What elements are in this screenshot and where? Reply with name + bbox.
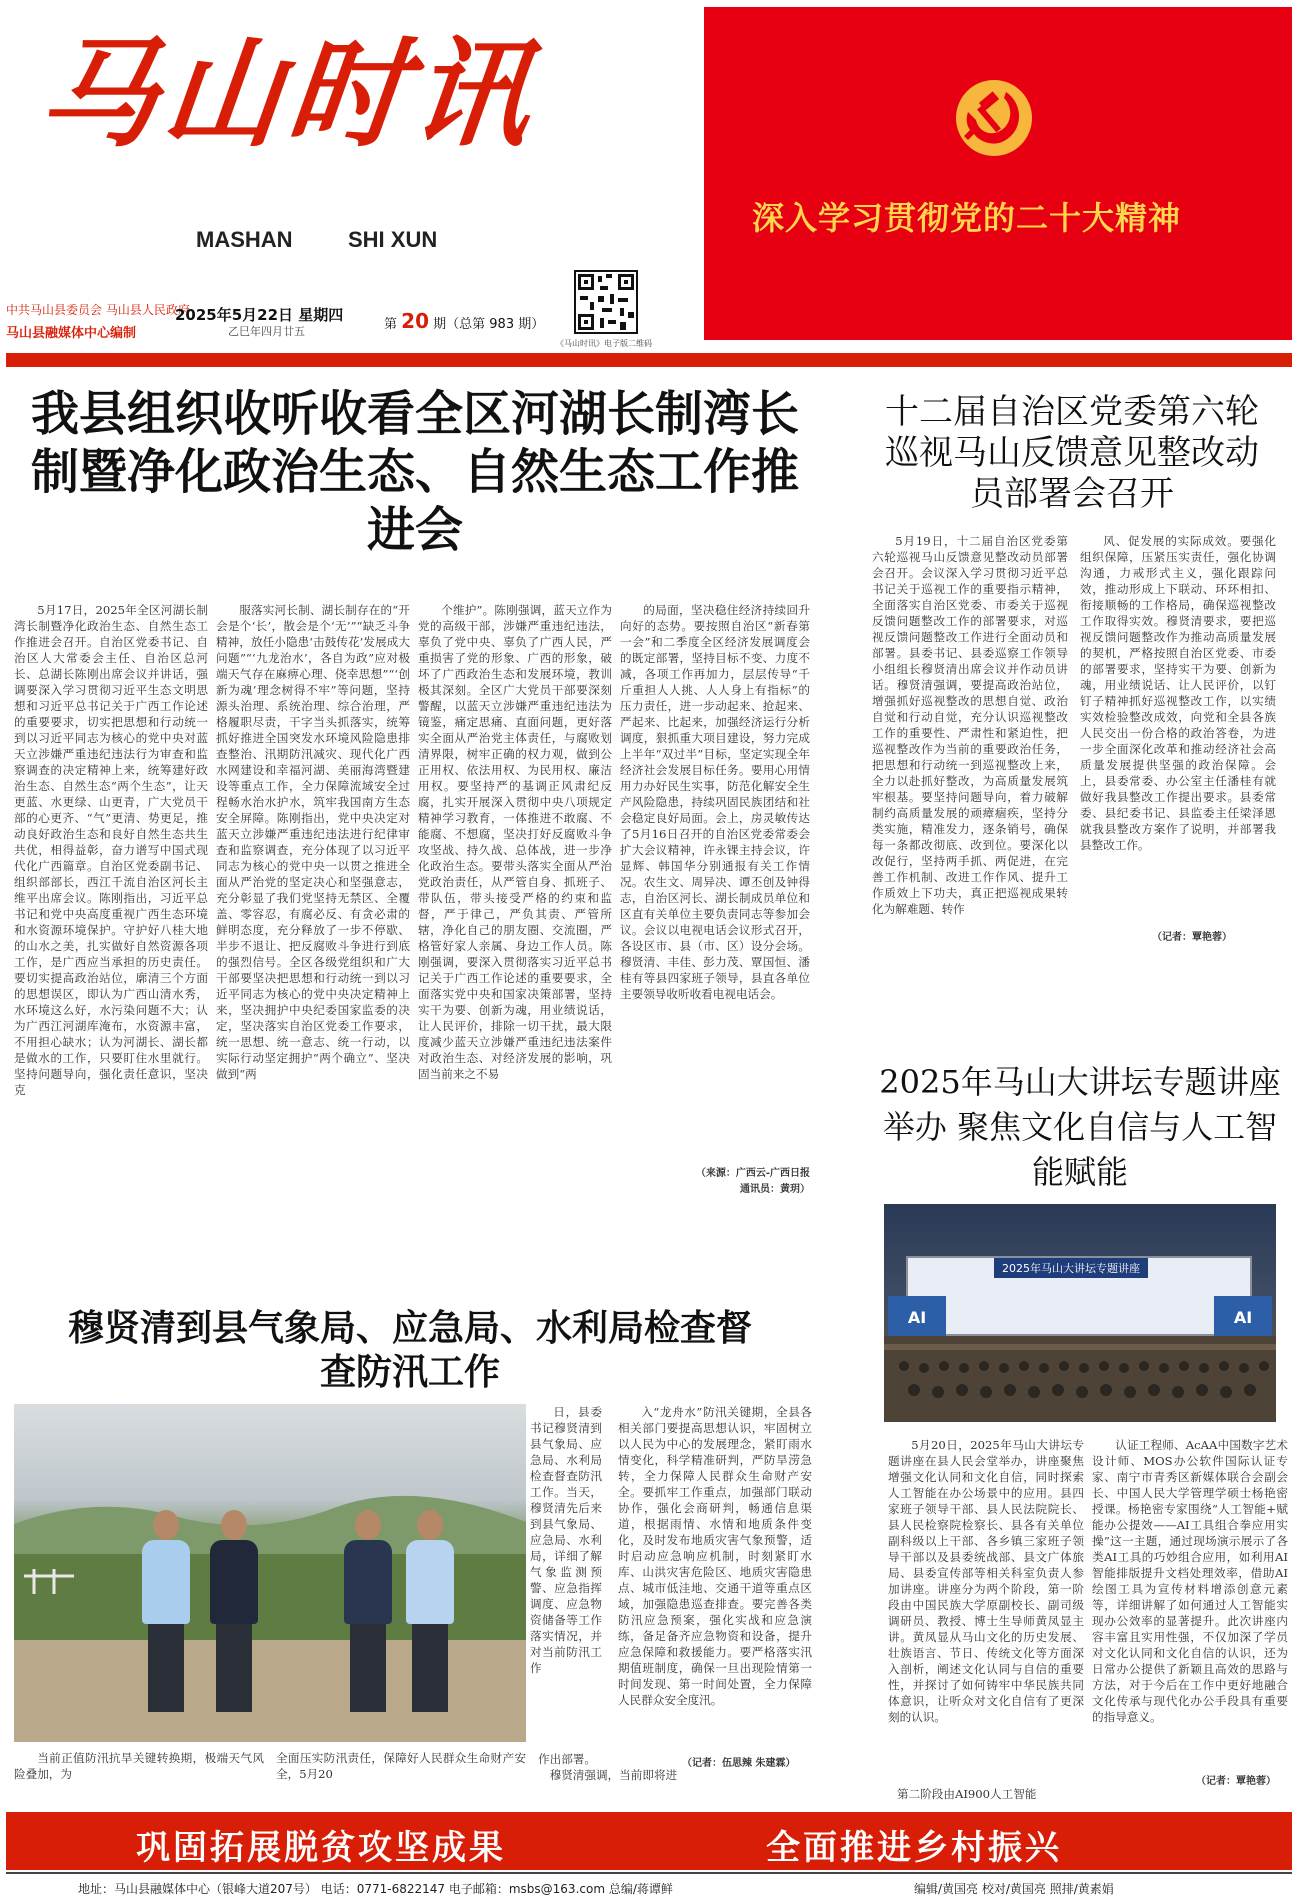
lead-article-paragraph: 的局面，坚决稳住经济持续回升向好的态势。要按照自治区“新春第一会”和二季度全区经济发展调度会的既定部署，坚持目标不变、力度不减，各项工作再加力，层层传导“千斤重担人人挑、人人身上有指标”的压力责任，进一步动起来、抢起来、严起来、比起来，加强经济运行分析调度，狠抓重大项目建设，努力完成上半年“双过半”目标，坚定实现全年经济社会发展目标任务。要用心用情用力办好民生实事，防范化解安全生产风险隐患，持续巩固民族团结和社会稳定良好局面。会上，房灵敏传达了5月16日召开的自治区党委常委会扩大会议精神，许永锞主持会议，许显辉、韩国华分别通报有关工作情况。农生文、周异决、谭丕创及钟得志，自治区河长、湖长制成员单位和区直有关单位主要负责同志等参加会议。会议以电视电话会议形式召开，各设区市、县（市、区）设分会场。穆贤清、丰佳、彭力茂、覃国恒、潘桂有等县四家班子领导，县直各单位主要领导收听收看电视电话会。 bbox=[620, 603, 810, 1001]
masthead-pinyin-mashan: MASHAN bbox=[196, 227, 293, 252]
person-official bbox=[142, 1510, 190, 1712]
person-official bbox=[406, 1510, 454, 1712]
lead-article-paragraph: 个维护”。陈刚强调，蓝天立作为党的高级干部，涉嫌严重违纪违法，辜负了党中央、辜负了广西人民，严重损害了党的形象、广西的形象，破坏了广西政治生态和发展环境，教训极其深刻。全区广大党员干部要深刻警醒，以蓝天立涉嫌严重违纪违法为镜鉴，痛定思痛、直面问题，更好落实全面从严治党主体责任，与腐败划清界限，树牢正确的权力观，做到公正用权、依法用权、为民用权、廉洁用权。要坚持严的基调正风肃纪反腐，扎实开展深入贯彻中央八项规定精神学习教育，一体推进不敢腐、不能腐、不想腐，坚决打好反腐败斗争攻坚战、持久战、总体战，进一步净化政治生态。要带头落实全面从严治党政治责任，从严管自身、抓班子、带队伍，带头接受严格的约束和监督，严于律己，严负其责、严管所辖，净化自己的朋友圈、交流圈，严格管好家人亲属、身边工作人员。陈刚强调，要深入贯彻落实习近平总书记关于广西工作论述的重要要求，全面落实党中央和国家决策部署，坚持实干为要、创新为魂，用业绩说话，让人民评价，排除一切干扰，最大限度减少蓝天立涉嫌严重违纪违法案件对政治生态、对经济发展的影响，巩固当前来之不易 bbox=[418, 603, 612, 1081]
lecture-article-byline: （记者：覃艳蓉） bbox=[1196, 1776, 1276, 1787]
lecture-article-paragraph: 5月20日，2025年马山大讲坛专题讲座在县人民会堂举办，讲座聚焦增强文化认同和文化自信，同时探索人工智能在办公场景中的应用。县四家班子领导干部、县人民法院院长、县人民检察院检察长、县各有关单位副科级以上干部、各乡镇三家班子领导干部以及县委统战部、县文广体旅局、县委宣传部等相关科室负责人参加讲座。讲座分为两个阶段，第一阶段由中国民族大学原副校长、副司级调研员、教授、博士生导师黄凤显主讲。黄凤显从马山文化的历史发展、壮族语言、节日、传统文化等方面深入剖析，阐述文化认同与自信的重要性，并探讨了如何铸牢中华民族共同体意识，让听众对文化自信有了更深刻的认识。 bbox=[888, 1438, 1084, 1724]
lecture-article-column bbox=[888, 1437, 1084, 1777]
lead-article-paragraph: 服落实河长制、湖长制存在的“开会是个‘长’，散会是个‘无’”“缺乏斗争精神，放任小隐患‘击鼓传花’发展成大问题”“‘九龙治水’，各自为政”应对极端天气存在麻痹心理、侥幸思想”“‘创新为魂’理念树得不牢”等问题，坚持源头治理、系统治理、综合治理，严格履职尽责，干字当头抓落实，统筹抓好推进全国突发水环境风险隐患排查整治、汛期防汛减灾、现代化广西水网建设和幸福河湖、美丽海湾暨建设等重点工作，全力保障流域安全过程畅水治水护水，筑牢我国南方生态安全屏障。陈刚指出，党中央决定对蓝天立涉嫌严重违纪违法进行纪律审查和监察调查，充分体现了以习近平同志为核心的党中央一以贯之推进全面从严治党的坚定决心和坚强意志，充分彰显了我们党坚持无禁区、全覆盖、零容忍，有腐必反、有贪必肃的鲜明态度，充分释放了一步不停歇、半步不退让、把反腐败斗争进行到底的强烈信号。全区各级党组织和广大干部要坚决把思想和行动统一到以习近平同志为核心的党中央决定精神上来，坚决拥护中央纪委国家监委的决定，坚决落实自治区党委工作要求，统一思想、统一意志、统一行动，以实际行动坚定拥护“两个确立”、坚决做到“两 bbox=[216, 603, 410, 1081]
person-official bbox=[344, 1510, 392, 1712]
lecture-screen-title: 2025年马山大讲坛专题讲座 bbox=[994, 1258, 1148, 1278]
slogan-banner bbox=[704, 7, 1292, 340]
lecture-side-screen-left: AI bbox=[888, 1296, 946, 1340]
flood-article-column bbox=[618, 1404, 812, 1749]
party-emblem-icon bbox=[954, 78, 1034, 158]
publisher-line-2: 马山县融媒体中心编制 bbox=[6, 326, 137, 341]
flood-article-headline[interactable]: 穆贤清到县气象局、应急局、水利局检查督查防汛工作 bbox=[67, 1307, 752, 1393]
publication-date: 2025年5月22日 星期四 bbox=[175, 306, 344, 324]
issue-number bbox=[384, 309, 544, 333]
lead-article-headline[interactable]: 我县组织收听收看全区河湖长制湾长制暨净化政治生态、自然生态工作推进会 bbox=[30, 386, 799, 558]
lecture-article-headline[interactable]: 2025年马山大讲坛专题讲座举办 聚焦文化自信与人工智能赋能 bbox=[879, 1063, 1281, 1191]
slogan-left: 巩固拓展脱贫攻坚成果 bbox=[136, 1828, 506, 1868]
flood-article-tail bbox=[538, 1751, 698, 1783]
flood-caption-part-1: 当前正值防汛抗旱关键转换期，极端天气风险叠加，为 bbox=[14, 1751, 264, 1781]
flood-tail-line-1: 作出部署。 bbox=[538, 1752, 596, 1766]
qr-code[interactable] bbox=[574, 270, 638, 334]
lecture-article-paragraph: 认证工程师、AcAA中国数字艺术设计师、MOS办公软件国际认证专家、南宁市青秀区新媒体联合会副会长、中国人民大学管理学硕士杨艳密授课。杨艳密专家围绕“人工智能+赋能办公提效——AI工具组合拳应用实操”这一主题，通过现场演示展示了各类AI工具的巧妙组合应用，如利用AI智能排版提升文档处理效率，借助AI绘图工具为宣传材料增添创意元素等，详细讲解了如何通过人工智能实现办公效率的显著提升。此次讲座内容丰富且实用性强，不仅加深了学员对文化认同和文化自信的认识，还为日常办公提供了新颖且高效的思路与方法，对于今后在工作中更好地融合文化传承与现代化办公手段具有重要的指导意义。 bbox=[1092, 1438, 1288, 1724]
lecture-audience bbox=[884, 1336, 1276, 1422]
bottom-slogan-band bbox=[6, 1812, 1292, 1870]
footer-credits: 编辑/黄国亮 校对/黄国亮 照排/黄素娟 bbox=[914, 1882, 1114, 1896]
lecture-side-screen-right: AI bbox=[1214, 1296, 1272, 1340]
lead-article-source: （来源：广西云-广西日报 通讯员：黄玥） bbox=[695, 1168, 810, 1195]
lecture-article-column bbox=[1092, 1437, 1288, 1767]
flood-article-paragraph: 入“龙舟水”防汛关键期，全县各相关部门要提高思想认识，牢固树立以人民为中心的发展理念，紧盯雨水情变化，科学精准研判，严防旱涝急转，全力保障人民群众生命财产安全。要抓牢工作重点，加强部门联动协作，强化会商研判，畅通信息渠道，根据雨情、水情和地质条件变化，及时发布地质灾害气象预警，适时启动应急响应机制，时刻紧盯水库、山洪灾害危险区、地质灾害隐患点、城市低洼地、交通干道等重点区域，加强隐患巡查排查。要完善各类防汛应急预案，强化实战和应急演练，备足备齐应急物资和设备，提升应急保障和救援能力。要严格落实汛期值班制度，确保一旦出现险情第一时间发现、第一时间处置，全力保障人民群众安全度汛。 bbox=[618, 1405, 812, 1707]
banner-slogan: 深入学习贯彻党的二十大精神 bbox=[752, 199, 1182, 237]
lead-article-column bbox=[620, 602, 810, 1162]
footer-divider bbox=[6, 1872, 1292, 1874]
lead-article-column bbox=[14, 602, 208, 1224]
side-article-byline: （记者：覃艳蓉） bbox=[1152, 932, 1232, 943]
side-article-paragraph: 风、促发展的实际成效。要强化组织保障，压紧压实责任，强化协调沟通，力戒形式主义，强化跟踪问效，推动形成上下联动、环环相扣、衔接顺畅的工作格局，确保巡视整改工作取得实效。穆贤清要求，要把巡视反馈问题整改作为推动高质量发展的契机，严格按照自治区党委、市委的部署要求，坚持实干为要、创新为魂，用业绩说话、让人民评价，以钉钉子精神抓好巡视整改工作，以实绩实效检验整改成效，向党和全县各族人民交出一份合格的政治答卷，为进一步全面深化改革和推动经济社会高质量发展提供坚强的政治保障。会上，县委常委、办公室主任潘桂有就做好我县整改工作提出要求。县委常委、县纪委书记、县监委主任梁泽恩就我县整改方案作了说明，并部署我县整改工作。 bbox=[1080, 534, 1276, 852]
flood-article-column bbox=[530, 1404, 602, 1764]
issue-prefix: 第 bbox=[384, 317, 398, 332]
lecture-hall-photo bbox=[884, 1204, 1276, 1422]
flood-inspection-photo bbox=[14, 1404, 526, 1742]
qr-code-icon bbox=[576, 272, 636, 332]
flood-tail-line-2: 穆贤清强调，当前即将进 bbox=[549, 1768, 678, 1782]
flood-caption-part-2: 全面压实防汛责任，保障好人民群众生命财产安全，5月20 bbox=[276, 1751, 526, 1781]
side-article-paragraph: 5月19日，十二届自治区党委第六轮巡视马山反馈意见整改动员部署会召开。会议深入学习贯彻习近平总书记关于巡视工作的重要指示精神，全面落实自治区党委、市委关于巡视反馈问题整改工作的部署要求，对巡视反馈问题整改工作进行全面动员和部署。县委书记、县委巡察工作领导小组组长穆贤清出席会议并作动员讲话。穆贤清强调，要提高政治站位，增强抓好巡视整改的思想自觉、政治自觉和行动自觉，充分认识巡视整改工作的重要性、严肃性和紧迫性，把巡视整改作为当前的重要政治任务，把思想和行动统一到巡视整改上来，全力以赴抓好整改，为高质量发展筑牢根基。要坚持问题导向，着力破解制约高质量发展的顽瘴痼疾，坚持分类实施，精准发力，逐条销号，确保每一条都改彻底、改到位。要深化以改促行，坚持两手抓、两促进，在完善工作机制、改进工作作风、提升工作质效上下功夫，真正把巡视成果转化为解难题、转作 bbox=[872, 534, 1068, 916]
lead-article-column bbox=[418, 602, 612, 1162]
side-article-headline[interactable]: 十二届自治区党委第六轮巡视马山反馈意见整改动员部署会召开 bbox=[885, 392, 1259, 514]
lead-article-column bbox=[216, 602, 410, 1224]
top-divider bbox=[6, 353, 1292, 367]
lead-article-paragraph: 5月17日，2025年全区河湖长制湾长制暨净化政治生态、自然生态工作推进会召开。自治区党委书记、自治区人大常委会主任、自治区总河长、总湖长陈刚出席会议并讲话，强调要深入学习贯彻习近平生态文明思想和习近平总书记关于广西工作论述的重要要求，切实把思想和行动统一到以习近平同志为核心的党中央对蓝天立涉嫌严重违纪违法行为审查和监察调查的决定精神上来，统筹建好政治生态、自然生态“两个生态”，让天更蓝、水更绿、山更青，广大党员干部的心更齐、“气”更清、势更足，推动良好政治生态和良好自然生态共生共优，相得益彰，奋力谱写中国式现代化广西篇章。自治区党委副书记、组织部部长，西江千流自治区河长主维平出席会议。陈刚指出，习近平总书记和党中央高度重视广西生态环境和水资源环境保护。守护好八桂大地的山水之美，扎实做好自然资源各项工作，是广西应当承担的历史责任。要切实提高政治站位，廓清三个方面的思想误区，即认为广西山清水秀，水环境这么好，水污染问题不大；认为广西江河湖库淹布，水资源丰富，不用担心缺水；认为河湖长、湖长都是做水的工作，只要盯住水里就行。坚持问题导向，强化责任意识，坚决克 bbox=[14, 603, 208, 1097]
lunar-date: 乙巳年四月廿五 bbox=[228, 325, 305, 338]
side-article-column bbox=[872, 533, 1068, 1013]
side-article-column bbox=[1080, 533, 1276, 923]
issue-number-value: 20 bbox=[401, 309, 429, 333]
issue-suffix: 期（总第 983 期） bbox=[433, 317, 545, 332]
publisher-line-1: 中共马山县委员会 马山县人民政府 bbox=[6, 303, 190, 317]
qr-caption: 《马山时讯》电子版二维码 bbox=[556, 339, 652, 348]
slogan-right: 全面推进乡村振兴 bbox=[766, 1828, 1062, 1868]
person-official bbox=[210, 1510, 258, 1712]
footer-contact: 地址：马山县融媒体中心（银峰大道207号） 电话：0771-6822147 电子邮箱：msbs@163.com 总编/蒋谭鲜 bbox=[78, 1882, 673, 1896]
masthead-title: 马山时讯 bbox=[32, 24, 544, 163]
lecture-article-tail: 第二阶段由AI900人工智能 bbox=[897, 1787, 1037, 1801]
flood-article-paragraph: 日，县委书记穆贤清到县气象局、应急局、水利局检查督查防汛工作。当天，穆贤清先后来到县气象局、应急局、水利局，详细了解气象监测预警、应急指挥调度、应急物资储备等工作落实情况，并对当前防汛工作 bbox=[530, 1405, 602, 1675]
flood-article-byline: （记者：伍思辣 朱建霖） bbox=[682, 1758, 796, 1769]
flood-article-caption bbox=[14, 1750, 526, 1782]
masthead-pinyin-shixun: SHI XUN bbox=[348, 227, 438, 252]
